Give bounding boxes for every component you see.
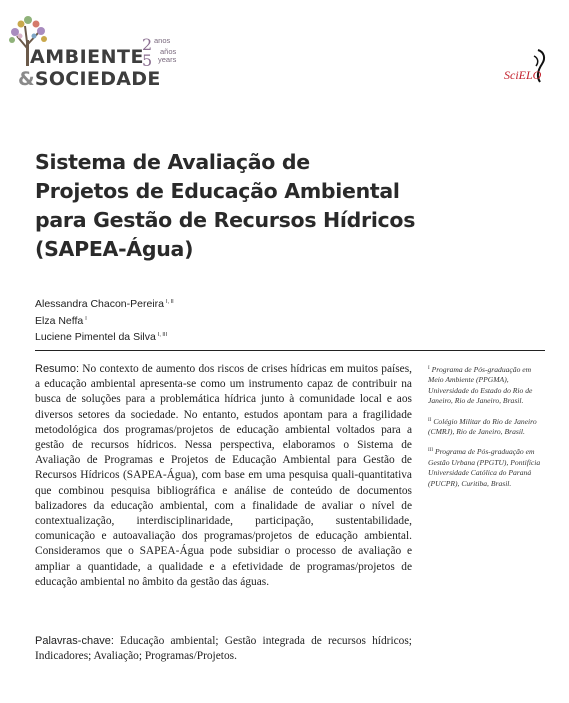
anniversary-years: years [158,55,177,64]
anniversary-number-top: 2 [142,35,153,54]
author [35,295,174,312]
author-affiliation: I, II [165,299,174,305]
title-line: Projetos de Educação Ambiental [35,179,400,203]
note-text: Programa de Pós-graduação em Meio Ambiente (PPGMA), Universidade do Estado do Rio de Janeiro, Rio de Janeiro, Brasil. [428,365,533,406]
note-marker: III [428,448,433,454]
author-name: Luciene Pimentel da Silva [35,331,156,343]
author-affiliation: I [85,315,87,322]
scielo-logo [504,48,554,86]
keywords-label: Palavras-chave: [35,635,114,647]
affiliation-note [428,416,546,438]
logo-ampersand: & [18,68,35,90]
author-name: Elza Neffa [35,314,84,327]
anniversary-number-bottom: 5 [142,51,153,70]
logo-sociedade [18,68,161,90]
title-line: para Gestão de Recursos Hídricos [35,208,416,232]
note-marker: I [428,366,430,371]
keywords [35,634,412,664]
title-line: (SAPEA-Água) [35,237,194,261]
author-affiliation: I, III [157,332,167,338]
author [35,312,174,329]
anniversary-anos-es: años [160,47,177,56]
anniversary-anos: anos [154,36,171,45]
note-text: Programa de Pós-graduação em Gestão Urbana (PPGTU), Pontifícia Universidade Católica do Paraná (PUCPR), Curitiba, Brasil. [428,447,541,488]
keywords-text: Educação ambiental; Gestão integrada de recursos hídricos; Indicadores; Avaliação; Programas/Projetos. [35,635,412,663]
scielo-label: SciELO [504,68,542,82]
title-line: Sistema de Avaliação de [35,150,310,174]
logo-sociedade-text: SOCIEDADE [34,68,161,90]
abstract [35,362,412,590]
affiliation-notes [428,364,546,498]
author-name: Alessandra Chacon-Pereira [35,298,164,310]
abstract-text: No contexto de aumento dos riscos de crises hídricas em muitos países, a educação ambiental apresenta-se como um instrumento capaz de contribuir na busca de soluções para a problemática hídrica junto à comunidade local e aos diversos setores da sociedade. No entanto, estudos apontam para a fragilidade metodológica dos programas/projetos de educação ambiental voltados para a gestão de recursos hídricos. Nessa perspectiva, elaboramos o Sistema de Avaliação de Programas e Projetos de Educação Ambiental para Gestão de Recursos Hídricos (SAPEA-Água), com base em uma pesquisa quali-quantitativa que combinou pesquisa bibliográfica e análise de conteúdo de documentos balizadores da educação ambiental, com a finalidade de avaliar o nível de contextualização, interdisciplinaridade, participação, sustentabilidade, comunicação e autoavaliação dos programas/projetos de educação ambiental. Consideramos que o SAPEA-Água pode subsidiar o processo de avaliação e ampliar a quantidade, a qualidade e a efetividade de programas/projetos de educação ambiental no âmbito da gestão das águas. [35,363,412,588]
note-marker: II [428,417,432,423]
journal-logo [8,14,188,94]
affiliation-note [428,364,546,407]
note-text: Colégio Militar do Rio de Janeiro (CMRJ), Rio de Janeiro, Brasil. [428,416,537,437]
article-title [35,148,415,264]
section-divider [35,350,545,351]
author [35,328,174,345]
logo-ambiente: AMBIENTE [30,46,144,68]
affiliation-note [428,446,546,489]
abstract-label: Resumo: [35,363,80,375]
author-list [35,295,174,345]
